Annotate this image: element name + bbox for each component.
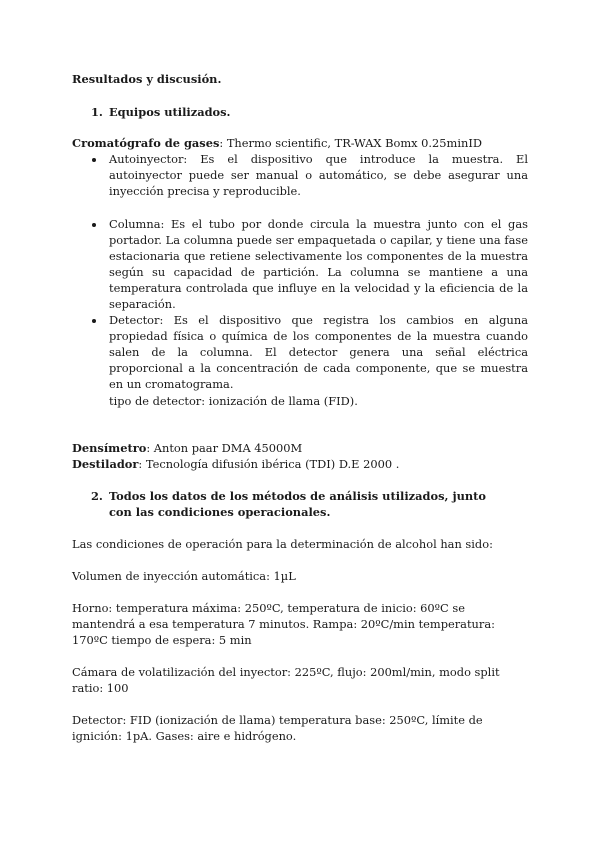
results-heading: Resultados y discusión. xyxy=(72,72,222,86)
densimeter-value: : Anton paar DMA 45000M xyxy=(146,441,303,455)
conditions-intro: Las condiciones de operación para la determinación de alcohol han sido: xyxy=(72,537,493,551)
detector-conditions: Detector: FID (ionización de llama) temperatura base: 250ºC, límite de ignición: 1pA. Gases: aire e hidrógeno. xyxy=(72,713,483,743)
section-1-title: Equipos utilizados. xyxy=(109,105,231,119)
bullet-icon xyxy=(92,319,96,323)
chromatograph-line xyxy=(72,135,532,151)
injection-volume: Volumen de inyección automática: 1µL xyxy=(72,569,296,583)
densimeter-line xyxy=(72,440,302,456)
distiller-line xyxy=(72,456,399,472)
injector-chamber-conditions: Cámara de volatilización del inyector: 225ºC, flujo: 200ml/min, modo split ratio: 100 xyxy=(72,665,500,695)
section-2-title: Todos los datos de los métodos de análisis utilizados, junto con las condiciones operacionales. xyxy=(109,489,486,519)
oven-conditions: Horno: temperatura máxima: 250ºC, temperatura de inicio: 60ºC se mantendrá a esa temperatura 7 minutos. Rampa: 20ºC/min temperatura: 170ºC tiempo de espera: 5 min xyxy=(72,601,495,647)
chromatograph-label: Cromatógrafo de gases xyxy=(72,136,220,150)
bullet-icon xyxy=(92,223,96,227)
detector-type: tipo de detector: ionización de llama (FID). xyxy=(109,394,358,408)
chromatograph-value: : Thermo scientific, TR-WAX Bomx 0.25minID xyxy=(219,136,482,150)
detector-item: Detector: Es el dispositivo que registra los cambios en alguna propiedad física o química de los componentes de la muestra cuando salen de la columna. El detector genera una señal eléctrica proporcional a la concentración de cada componente, que se muestra en un cromatograma. xyxy=(109,313,528,391)
distiller-value: : Tecnología difusión ibérica (TDI) D.E 2000 . xyxy=(138,457,400,471)
bullet-icon xyxy=(92,158,96,162)
autoinjector-item: Autoinyector: Es el dispositivo que introduce la muestra. El autoinyector puede ser manual o automático, se debe asegurar una inyección precisa y reproducible. xyxy=(109,152,528,198)
densimeter-label: Densímetro xyxy=(72,441,147,455)
section-1-number: 1. xyxy=(91,105,103,119)
distiller-label: Destilador xyxy=(72,457,139,471)
section-2-number: 2. xyxy=(91,489,103,503)
column-item: Columna: Es el tubo por donde circula la muestra junto con el gas portador. La columna puede ser empaquetada o capilar, y tiene una fase estacionaria que retiene selectivamente los componentes de la muestra según su capacidad de partición. La columna se mantiene a una temperatura controlada que influye en la velocidad y la eficiencia de la separación. xyxy=(109,217,528,311)
